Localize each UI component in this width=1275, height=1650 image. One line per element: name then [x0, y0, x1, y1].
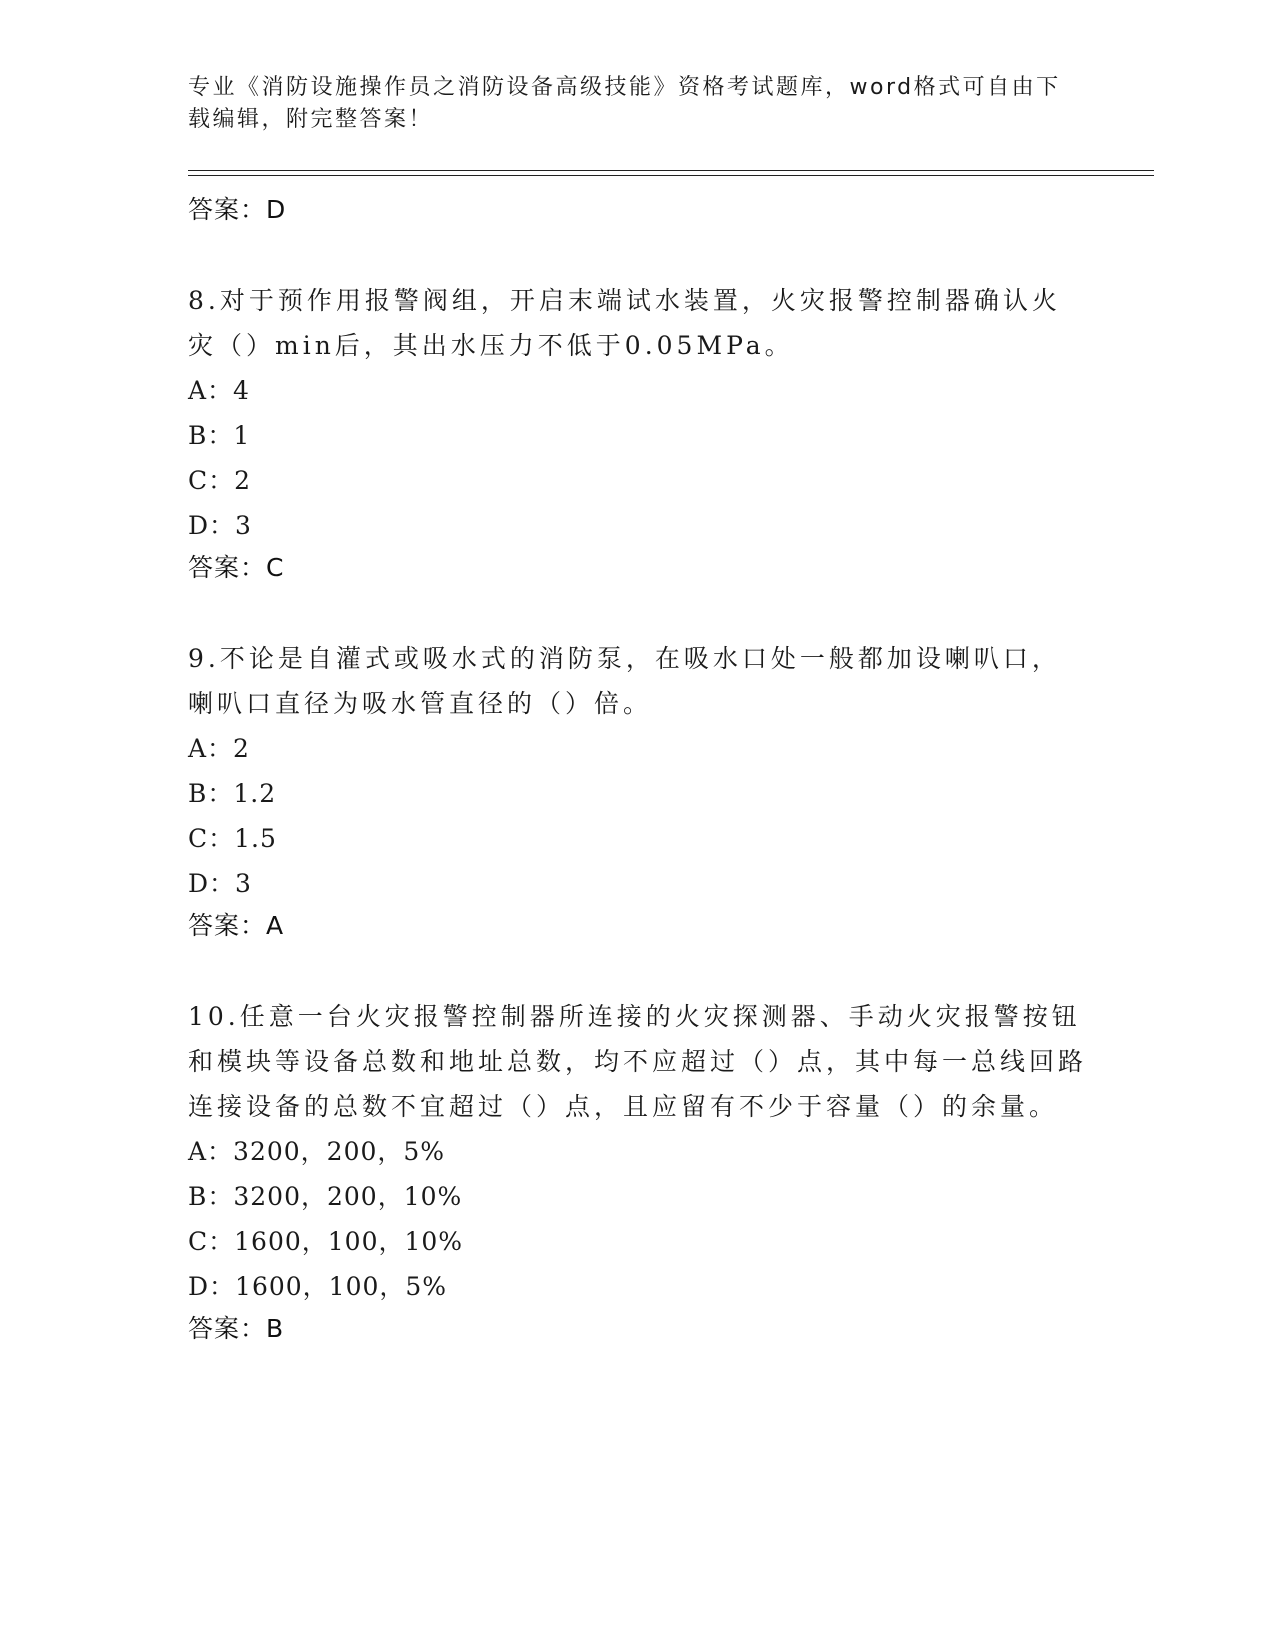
question-block: [188, 994, 1088, 1349]
answer-line: 答案：A: [188, 911, 285, 940]
option-c: C：1.5: [188, 824, 277, 853]
answer-line: 答案：B: [188, 1314, 285, 1343]
option-b: B：1: [188, 421, 251, 450]
option-d: D：3: [188, 869, 252, 898]
option-b: B：1.2: [188, 779, 277, 808]
question-text: 9.不论是自灌式或吸水式的消防泵，在吸水口处一般都加设喇叭口，喇叭口直径为吸水管直径的（）倍。: [188, 644, 1061, 718]
spacer: [188, 230, 1088, 278]
option-a: A：4: [188, 376, 250, 405]
option-d: D：3: [188, 511, 252, 540]
question-text: 8.对于预作用报警阀组，开启末端试水装置，火灾报警控制器确认火灾（）min后，其出水压力不低于0.05MPa。: [188, 286, 1061, 360]
question-block: [188, 278, 1088, 588]
option-a: A：2: [188, 734, 250, 763]
spacer: [188, 588, 1088, 636]
header-rule-top: [188, 170, 1154, 171]
option-b: B：3200，200，10%: [188, 1182, 463, 1211]
option-a: A：3200，200，5%: [188, 1137, 446, 1166]
header-rule-bottom: [188, 175, 1154, 176]
previous-answer: 答案：D: [188, 195, 287, 224]
question-block: [188, 636, 1088, 946]
exam-content: [188, 190, 1088, 1349]
answer-line: 答案：C: [188, 553, 285, 582]
option-c: C：2: [188, 466, 252, 495]
spacer: [188, 946, 1088, 994]
question-text: 10.任意一台火灾报警控制器所连接的火灾探测器、手动火灾报警按钮和模块等设备总数和地址总数，均不应超过（）点，其中每一总线回路连接设备的总数不宜超过（）点，且应留有不少于容量（）的余量。: [188, 1002, 1088, 1121]
option-c: C：1600，100，10%: [188, 1227, 464, 1256]
header-note: 专业《消防设施操作员之消防设备高级技能》资格考试题库，word格式可自由下载编辑，附完整答案！: [188, 75, 1061, 132]
option-d: D：1600，100，5%: [188, 1272, 448, 1301]
